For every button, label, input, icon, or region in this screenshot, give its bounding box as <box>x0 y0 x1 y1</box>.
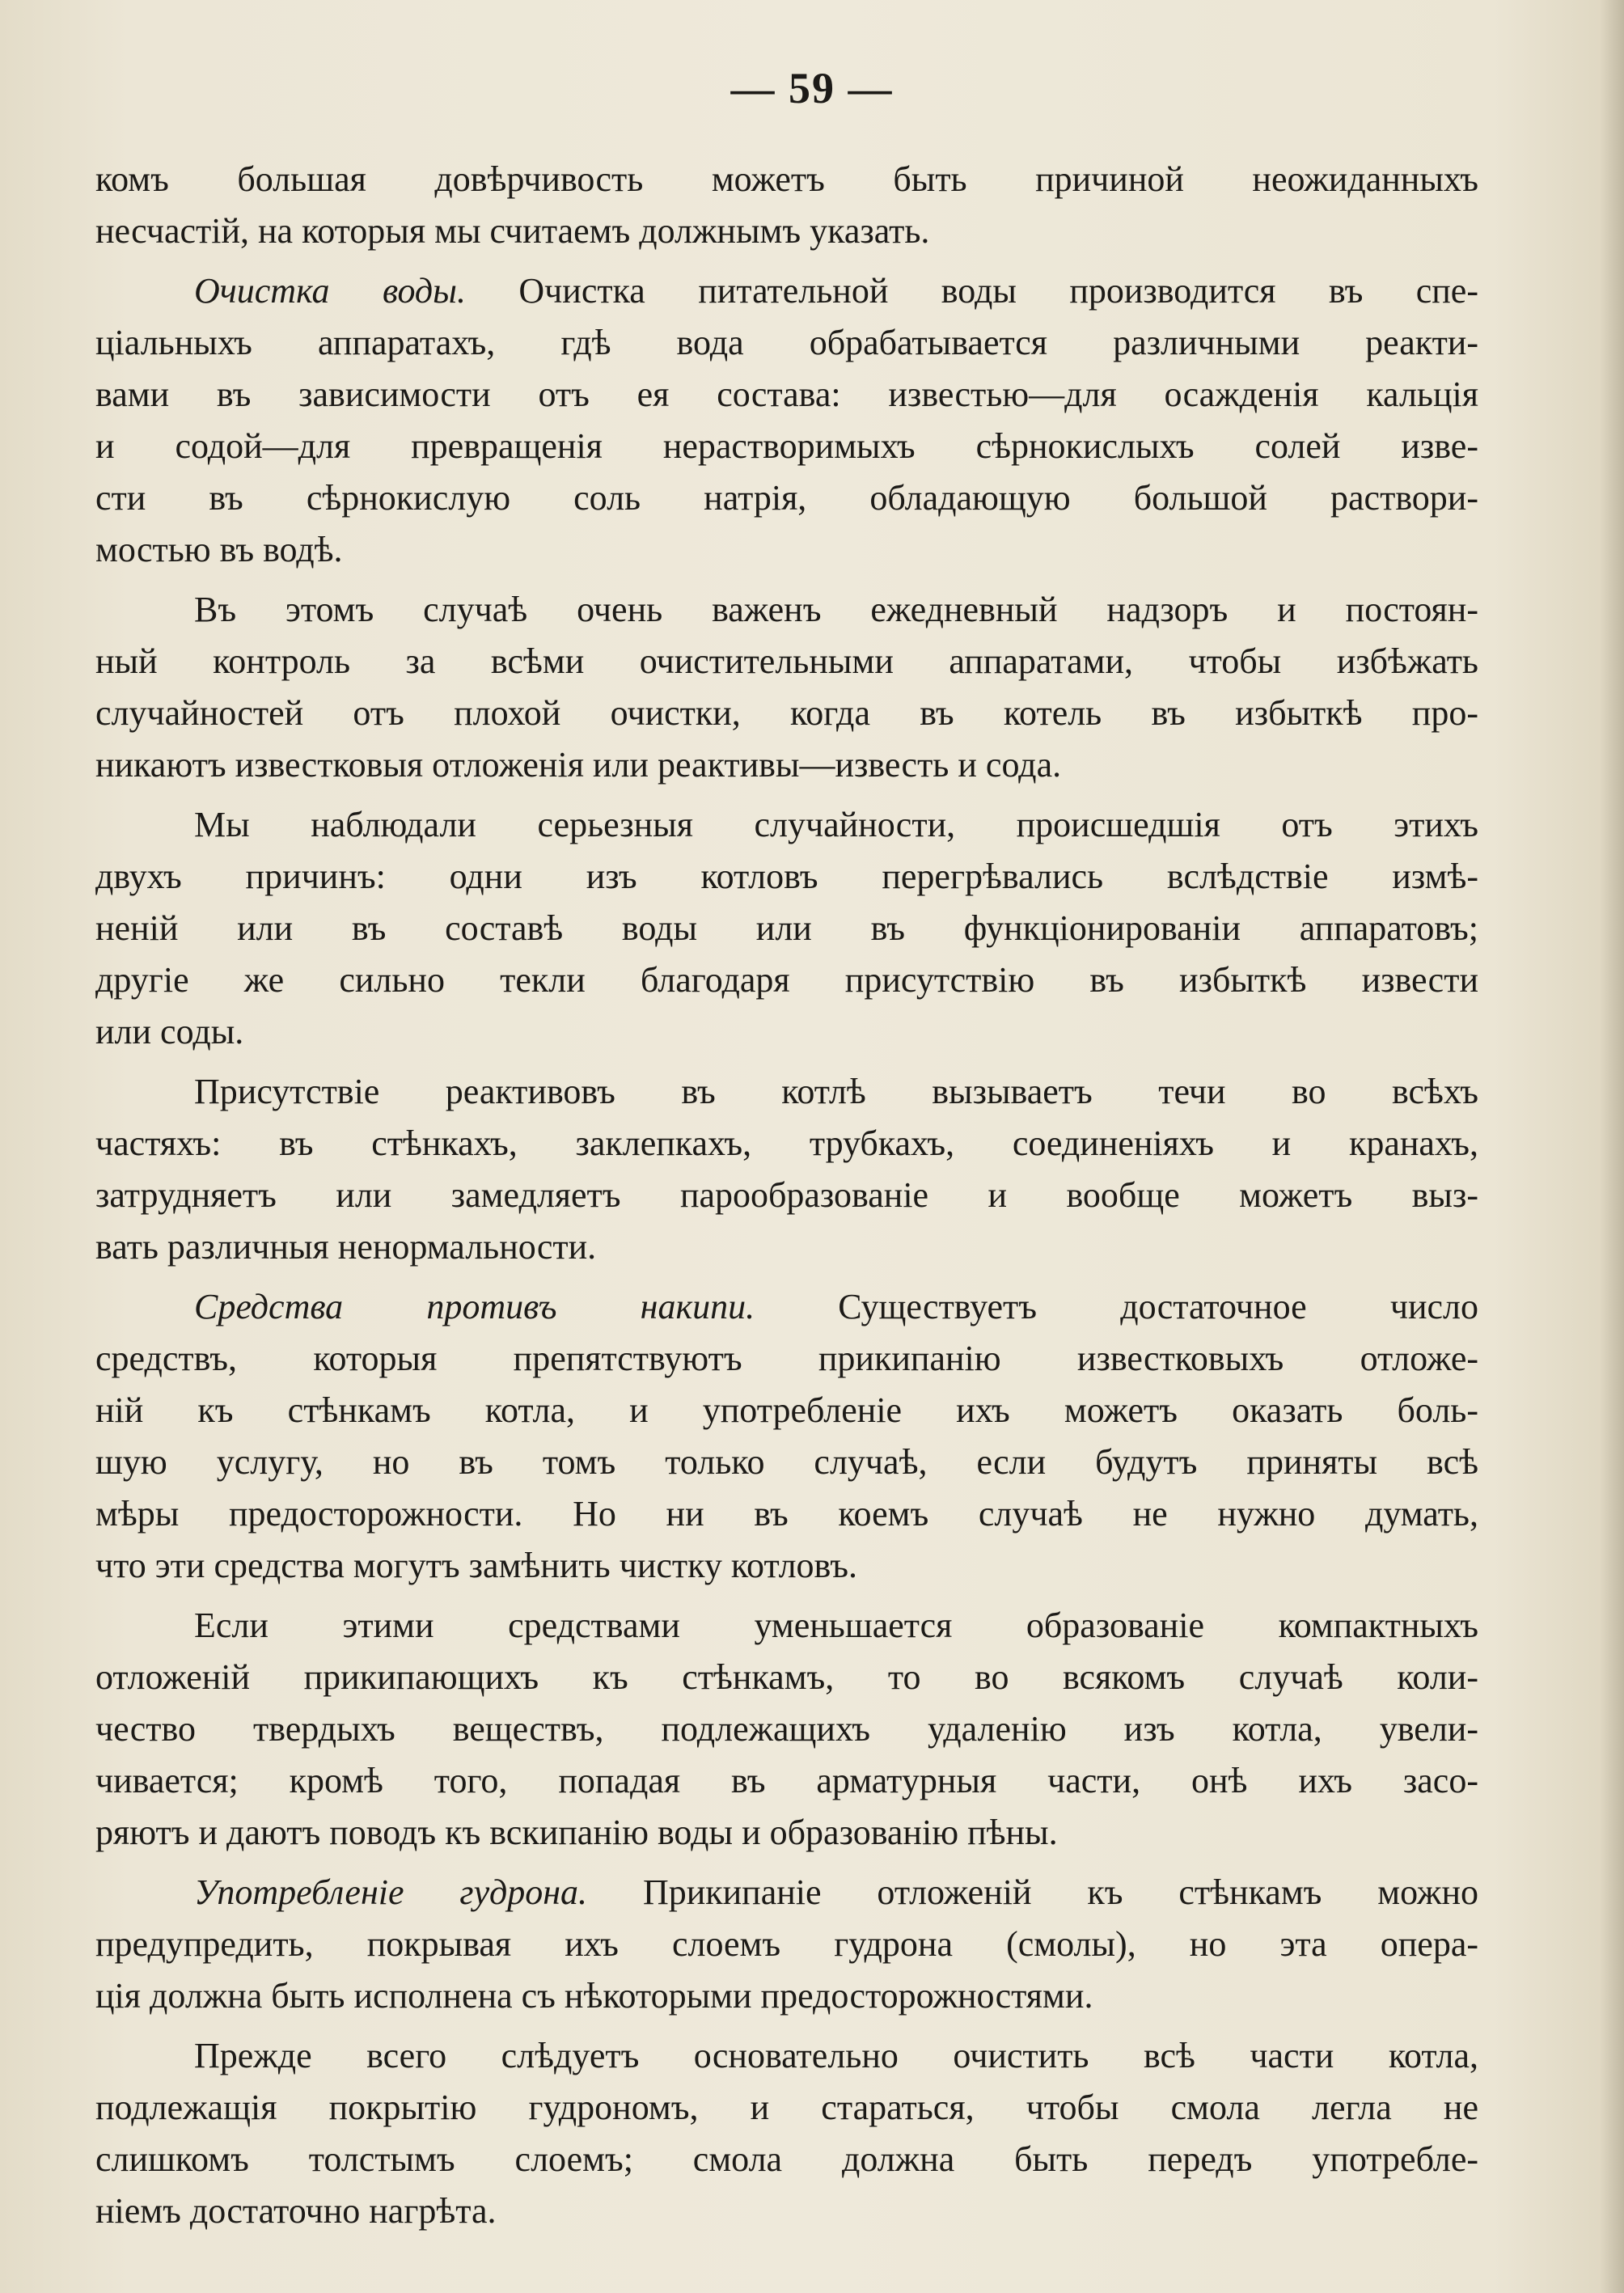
text-line: шую услугу, но въ томъ только случаѣ, если будутъ приняты всѣ <box>95 1442 1478 1482</box>
text-line: подлежащія покрытію гудрономъ, и стараться, чтобы смола легла не <box>95 2088 1478 2127</box>
text-run: Прикипаніе отложеній къ стѣнкамъ можно <box>587 1872 1478 1912</box>
page-number: — 59 — <box>730 64 894 112</box>
text-line: ній къ стѣнкамъ котла, и употребленіе ихъ можетъ оказать боль- <box>95 1390 1478 1430</box>
text-line: Если этими средствами уменьшается образованіе компактныхъ <box>194 1606 1478 1645</box>
section-heading: Употребленіе гудрона. <box>194 1872 588 1912</box>
text-line: что эти средства могутъ замѣнить чистку котловъ. <box>95 1546 857 1585</box>
paragraph <box>95 2030 1478 2237</box>
paragraph-water-treatment <box>95 265 1478 576</box>
text-line: отложеній прикипающихъ къ стѣнкамъ, то во всякомъ случаѣ коли- <box>95 1657 1478 1697</box>
text-line: мостью въ водѣ. <box>95 530 343 569</box>
text-line: ный контроль за всѣми очистительными аппаратами, чтобы избѣжать <box>95 641 1478 681</box>
text-line: средствъ, которыя препятствуютъ прикипанію известковыхъ отложе- <box>95 1339 1478 1378</box>
paragraph <box>95 1066 1478 1273</box>
text-line: другіе же сильно текли благодаря присутствію въ избыткѣ извести <box>95 960 1478 1000</box>
text-line: или соды. <box>95 1012 244 1051</box>
text-line: ніемъ достаточно нагрѣта. <box>95 2191 497 2231</box>
text-line: чество твердыхъ веществъ, подлежащихъ удаленію изъ котла, увели- <box>95 1709 1478 1749</box>
paragraph <box>95 799 1478 1058</box>
text-line: мѣры предосторожности. Но ни въ коемъ случаѣ не нужно думать, <box>95 1494 1478 1534</box>
text-line: слишкомъ толстымъ слоемъ; смола должна быть передъ употребле- <box>95 2139 1478 2179</box>
text-line: случайностей отъ плохой очистки, когда въ котель въ избыткѣ про- <box>95 693 1478 733</box>
text-line: ряютъ и даютъ поводъ къ вскипанію воды и образованію пѣны. <box>95 1813 1058 1852</box>
text-line: неній или въ составѣ воды или въ функціонированіи аппаратовъ; <box>95 908 1478 948</box>
paragraph <box>95 154 1478 257</box>
text-line: никаютъ известковыя отложенія или реактивы—известь и сода. <box>95 745 1062 785</box>
page-body <box>95 154 1478 2237</box>
text-line: предупредить, покрывая ихъ слоемъ гудрона (смолы), но эта опера- <box>95 1924 1478 1964</box>
text-line: двухъ причинъ: одни изъ котловъ перегрѣвались вслѣдствіе измѣ- <box>95 857 1478 896</box>
text-line <box>95 265 1478 317</box>
paragraph <box>95 1600 1478 1859</box>
text-line: чивается; кромѣ того, попадая въ арматурныя части, онѣ ихъ засо- <box>95 1761 1478 1800</box>
text-line: ція должна быть исполнена съ нѣкоторыми предосторожностями. <box>95 1976 1093 2016</box>
text-line: затрудняетъ или замедляетъ парообразованіе и вообще можетъ выз- <box>95 1175 1478 1215</box>
text-line: Въ этомъ случаѣ очень важенъ ежедневный надзоръ и постоян- <box>194 590 1478 629</box>
text-line: ціальныхъ аппаратахъ, гдѣ вода обрабатывается различными реакти- <box>95 323 1478 362</box>
paragraph-tar-use <box>95 1867 1478 2022</box>
text-line: Присутствіе реактивовъ въ котлѣ вызываетъ течи во всѣхъ <box>194 1072 1478 1111</box>
text-line: Мы наблюдали серьезныя случайности, происшедшія отъ этихъ <box>194 805 1478 844</box>
section-heading: Очистка воды. <box>194 271 466 311</box>
text-line: частяхъ: въ стѣнкахъ, заклепкахъ, трубкахъ, соединеніяхъ и кранахъ, <box>95 1123 1478 1163</box>
text-line: сти въ сѣрнокислую соль натрія, обладающую большой раствори- <box>95 478 1478 518</box>
section-heading: Средства противъ накипи. <box>194 1287 755 1326</box>
paragraph-anti-scale <box>95 1281 1478 1592</box>
text-line: комъ большая довѣрчивость можетъ быть причиной неожиданныхъ <box>95 159 1478 199</box>
text-line: несчастій, на которыя мы считаемъ должнымъ указать. <box>95 211 930 251</box>
text-line <box>95 1867 1478 1919</box>
text-run: Очистка питательной воды производится въ спе- <box>465 271 1478 311</box>
text-line: Прежде всего слѣдуетъ основательно очистить всѣ части котла, <box>194 2036 1478 2075</box>
text-line: вать различныя ненормальности. <box>95 1227 597 1267</box>
page-edge-shadow <box>1600 0 1624 2293</box>
text-line <box>95 1281 1478 1333</box>
paragraph <box>95 584 1478 791</box>
text-line: вами въ зависимости отъ ея состава: известью—для осажденія кальція <box>95 374 1478 414</box>
text-line: и содой—для превращенія нерастворимыхъ сѣрнокислыхъ солей изве- <box>95 426 1478 466</box>
text-run: Существуетъ достаточное число <box>755 1287 1478 1326</box>
